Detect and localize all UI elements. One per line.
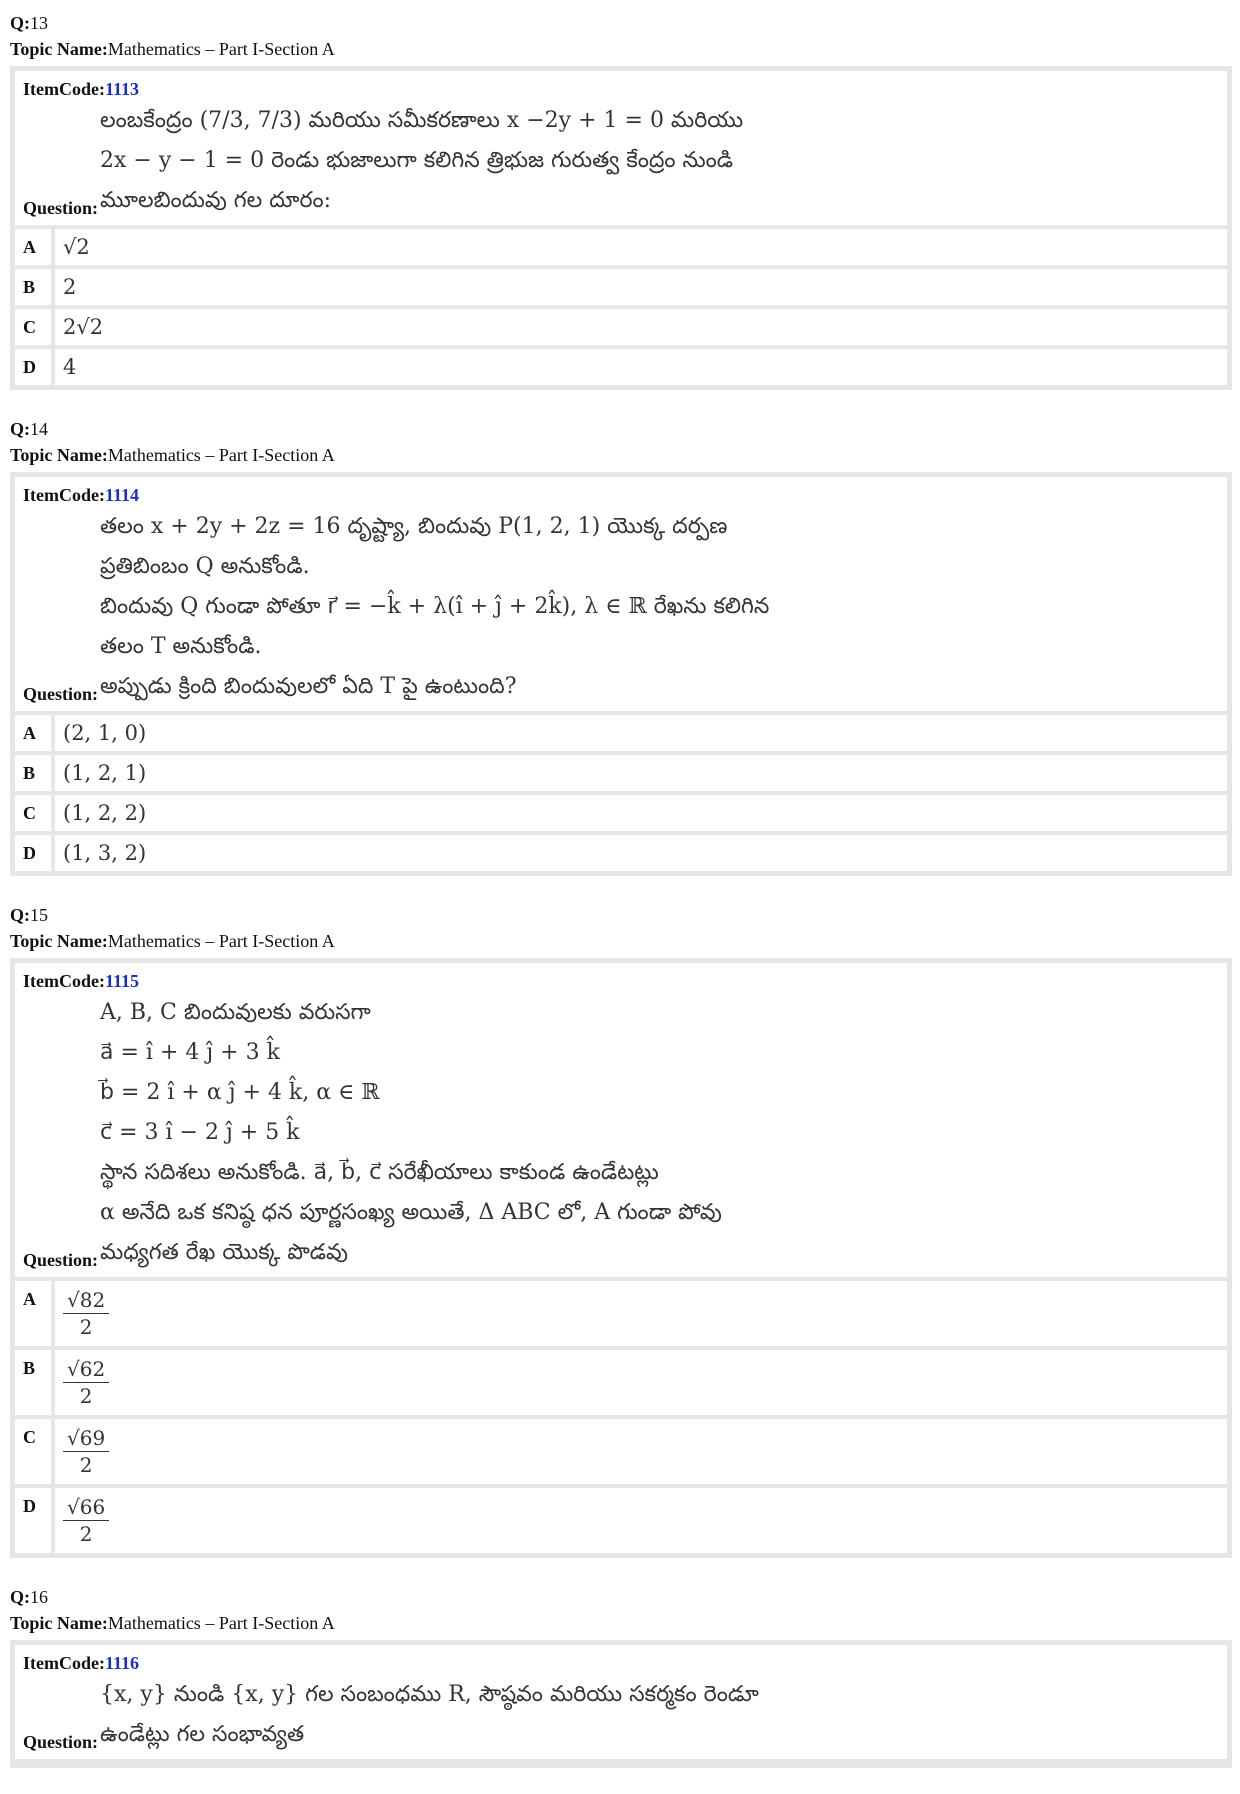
question-block bbox=[10, 902, 1232, 1558]
option-row[interactable] bbox=[15, 1350, 1227, 1419]
option-value bbox=[55, 309, 111, 345]
topic-value: Mathematics – Part I-Section A bbox=[107, 931, 335, 951]
option-value bbox=[55, 269, 84, 305]
option-row[interactable] bbox=[15, 309, 1227, 349]
option-value bbox=[55, 1488, 117, 1553]
q-prefix: Q: bbox=[10, 13, 30, 33]
option-row[interactable] bbox=[15, 229, 1227, 269]
question-line: ప్రతిబింబం Q అనుకోండి. bbox=[100, 554, 310, 579]
question-body bbox=[15, 477, 1227, 715]
option-letter: C bbox=[15, 795, 55, 831]
question-line: ఉండేట్లు గల సంభావ్యత bbox=[100, 1722, 305, 1747]
question-number bbox=[10, 1584, 1232, 1610]
option-value bbox=[55, 1281, 117, 1346]
fraction-numerator: √69 bbox=[63, 1425, 109, 1452]
q-number: 16 bbox=[30, 1587, 48, 1607]
option-text: (1, 3, 2) bbox=[63, 841, 147, 865]
question-line: బిందువు Q గుండా పోతూ r⃗ = −k̂ + λ(î + ĵ + 2k̂), λ ∈ ℝ రేఖను కలిగిన bbox=[100, 594, 770, 619]
question-line: a⃗ = î + 4 ĵ + 3 k̂ bbox=[100, 1040, 280, 1065]
question-line: తలం x + 2y + 2z = 16 దృష్ట్యా, బిందువు P(1, 2, 1) యొక్క దర్పణ bbox=[100, 514, 728, 539]
item-code bbox=[23, 77, 1219, 101]
question-line: {x, y} నుండి {x, y} గల సంబంధము R, సౌష్ఠవం మరియు సకర్మకం రెండూ bbox=[100, 1682, 759, 1707]
question-text bbox=[98, 1675, 759, 1755]
question-table bbox=[10, 958, 1232, 1558]
option-value bbox=[55, 755, 154, 791]
item-code bbox=[23, 969, 1219, 993]
option-letter: A bbox=[15, 1281, 55, 1346]
item-code-prefix: ItemCode: bbox=[23, 79, 105, 99]
question-text-row bbox=[23, 1675, 1219, 1755]
q-prefix: Q: bbox=[10, 419, 30, 439]
topic-prefix: Topic Name: bbox=[10, 39, 108, 59]
option-fraction bbox=[63, 1356, 109, 1409]
item-code bbox=[23, 483, 1219, 507]
question-table bbox=[10, 66, 1232, 390]
question-block bbox=[10, 1584, 1232, 1768]
fraction-denominator: 2 bbox=[79, 1315, 93, 1339]
question-line: స్థాన సదిశలు అనుకోండి. a⃗, b⃗, c⃗ సరేఖీయాలు కాకుండ ఉండేటట్లు bbox=[100, 1160, 659, 1185]
question-text bbox=[98, 101, 743, 221]
question-label: Question: bbox=[23, 198, 99, 218]
option-text: (1, 2, 1) bbox=[63, 761, 147, 785]
option-text: (2, 1, 0) bbox=[63, 721, 147, 745]
question-line: A, B, C బిందువులకు వరుసగా bbox=[100, 1000, 371, 1025]
q-prefix: Q: bbox=[10, 905, 30, 925]
fraction-numerator: √62 bbox=[63, 1356, 109, 1383]
option-row[interactable] bbox=[15, 349, 1227, 385]
topic-name bbox=[10, 1610, 1232, 1636]
option-letter: B bbox=[15, 269, 55, 305]
question-block bbox=[10, 10, 1232, 390]
option-text: 2√2 bbox=[63, 315, 104, 339]
question-line: తలం T అనుకోండి. bbox=[100, 634, 262, 659]
question-line: మధ్యగత రేఖ యొక్క పొడవు bbox=[100, 1240, 348, 1265]
option-row[interactable] bbox=[15, 1419, 1227, 1488]
option-row[interactable] bbox=[15, 269, 1227, 309]
question-line: c⃗ = 3 î − 2 ĵ + 5 k̂ bbox=[100, 1120, 300, 1145]
option-row[interactable] bbox=[15, 1488, 1227, 1553]
option-letter: D bbox=[15, 349, 55, 385]
topic-value: Mathematics – Part I-Section A bbox=[107, 445, 335, 465]
option-letter: C bbox=[15, 1419, 55, 1484]
fraction-denominator: 2 bbox=[79, 1522, 93, 1546]
q-number: 15 bbox=[30, 905, 48, 925]
question-table bbox=[10, 472, 1232, 876]
option-value bbox=[55, 715, 154, 751]
option-row[interactable] bbox=[15, 715, 1227, 755]
option-value bbox=[55, 835, 154, 871]
option-letter: C bbox=[15, 309, 55, 345]
question-line: లంబకేంద్రం (7/3, 7/3) మరియు సమీకరణాలు x −2y + 1 = 0 మరియు bbox=[100, 108, 744, 133]
option-value bbox=[55, 229, 98, 265]
topic-name bbox=[10, 36, 1232, 62]
question-body bbox=[15, 71, 1227, 229]
option-row[interactable] bbox=[15, 1281, 1227, 1350]
topic-name bbox=[10, 442, 1232, 468]
question-body bbox=[15, 963, 1227, 1281]
question-label: Question: bbox=[23, 1732, 99, 1752]
option-text: √2 bbox=[63, 235, 90, 259]
fraction-denominator: 2 bbox=[79, 1384, 93, 1408]
item-code-value: 1115 bbox=[104, 971, 139, 991]
option-row[interactable] bbox=[15, 835, 1227, 871]
option-letter: B bbox=[15, 1350, 55, 1415]
item-code-prefix: ItemCode: bbox=[23, 971, 105, 991]
question-block bbox=[10, 416, 1232, 876]
question-number bbox=[10, 416, 1232, 442]
fraction-numerator: √82 bbox=[63, 1287, 109, 1314]
topic-prefix: Topic Name: bbox=[10, 1613, 108, 1633]
option-fraction bbox=[63, 1287, 109, 1340]
q-prefix: Q: bbox=[10, 1587, 30, 1607]
option-row[interactable] bbox=[15, 755, 1227, 795]
item-code-prefix: ItemCode: bbox=[23, 1653, 105, 1673]
question-text-row bbox=[23, 507, 1219, 707]
option-value bbox=[55, 349, 84, 385]
topic-prefix: Topic Name: bbox=[10, 445, 108, 465]
option-value bbox=[55, 1419, 117, 1484]
option-letter: D bbox=[15, 1488, 55, 1553]
option-text: 4 bbox=[63, 355, 77, 379]
question-text bbox=[98, 993, 722, 1273]
question-text bbox=[98, 507, 769, 707]
question-number bbox=[10, 902, 1232, 928]
fraction-numerator: √66 bbox=[63, 1494, 109, 1521]
option-fraction bbox=[63, 1425, 109, 1478]
option-text: 2 bbox=[63, 275, 77, 299]
item-code-value: 1116 bbox=[104, 1653, 139, 1673]
question-label: Question: bbox=[23, 684, 99, 704]
question-line: 2x − y − 1 = 0 రెండు భుజాలుగా కలిగిన త్రిభుజ గురుత్వ కేంద్రం నుండి bbox=[100, 148, 734, 173]
option-letter: B bbox=[15, 755, 55, 791]
option-text: (1, 2, 2) bbox=[63, 801, 147, 825]
q-number: 13 bbox=[30, 13, 48, 33]
item-code-prefix: ItemCode: bbox=[23, 485, 105, 505]
topic-value: Mathematics – Part I-Section A bbox=[107, 1613, 335, 1633]
option-value bbox=[55, 795, 154, 831]
question-body bbox=[15, 1645, 1227, 1763]
question-table bbox=[10, 1640, 1232, 1768]
fraction-denominator: 2 bbox=[79, 1453, 93, 1477]
topic-name bbox=[10, 928, 1232, 954]
question-line: అప్పుడు క్రింది బిందువులలో ఏది T పై ఉంటుంది? bbox=[100, 674, 517, 699]
question-text-row bbox=[23, 101, 1219, 221]
question-paper bbox=[10, 10, 1232, 1794]
option-value bbox=[55, 1350, 117, 1415]
option-letter: A bbox=[15, 715, 55, 751]
item-code bbox=[23, 1651, 1219, 1675]
option-letter: D bbox=[15, 835, 55, 871]
question-line: α అనేది ఒక కనిష్ఠ ధన పూర్ణసంఖ్య అయితే, Δ ABC లో, A గుండా పోవు bbox=[100, 1200, 722, 1225]
question-text-row bbox=[23, 993, 1219, 1273]
q-number: 14 bbox=[30, 419, 48, 439]
question-line: మూలబిందువు గల దూరం: bbox=[100, 188, 332, 213]
item-code-value: 1114 bbox=[104, 485, 139, 505]
question-number bbox=[10, 10, 1232, 36]
topic-prefix: Topic Name: bbox=[10, 931, 108, 951]
item-code-value: 1113 bbox=[104, 79, 139, 99]
question-line: b⃗ = 2 î + α ĵ + 4 k̂, α ∈ ℝ bbox=[100, 1080, 380, 1105]
option-letter: A bbox=[15, 229, 55, 265]
topic-value: Mathematics – Part I-Section A bbox=[107, 39, 335, 59]
question-label: Question: bbox=[23, 1250, 99, 1270]
option-row[interactable] bbox=[15, 795, 1227, 835]
option-fraction bbox=[63, 1494, 109, 1547]
